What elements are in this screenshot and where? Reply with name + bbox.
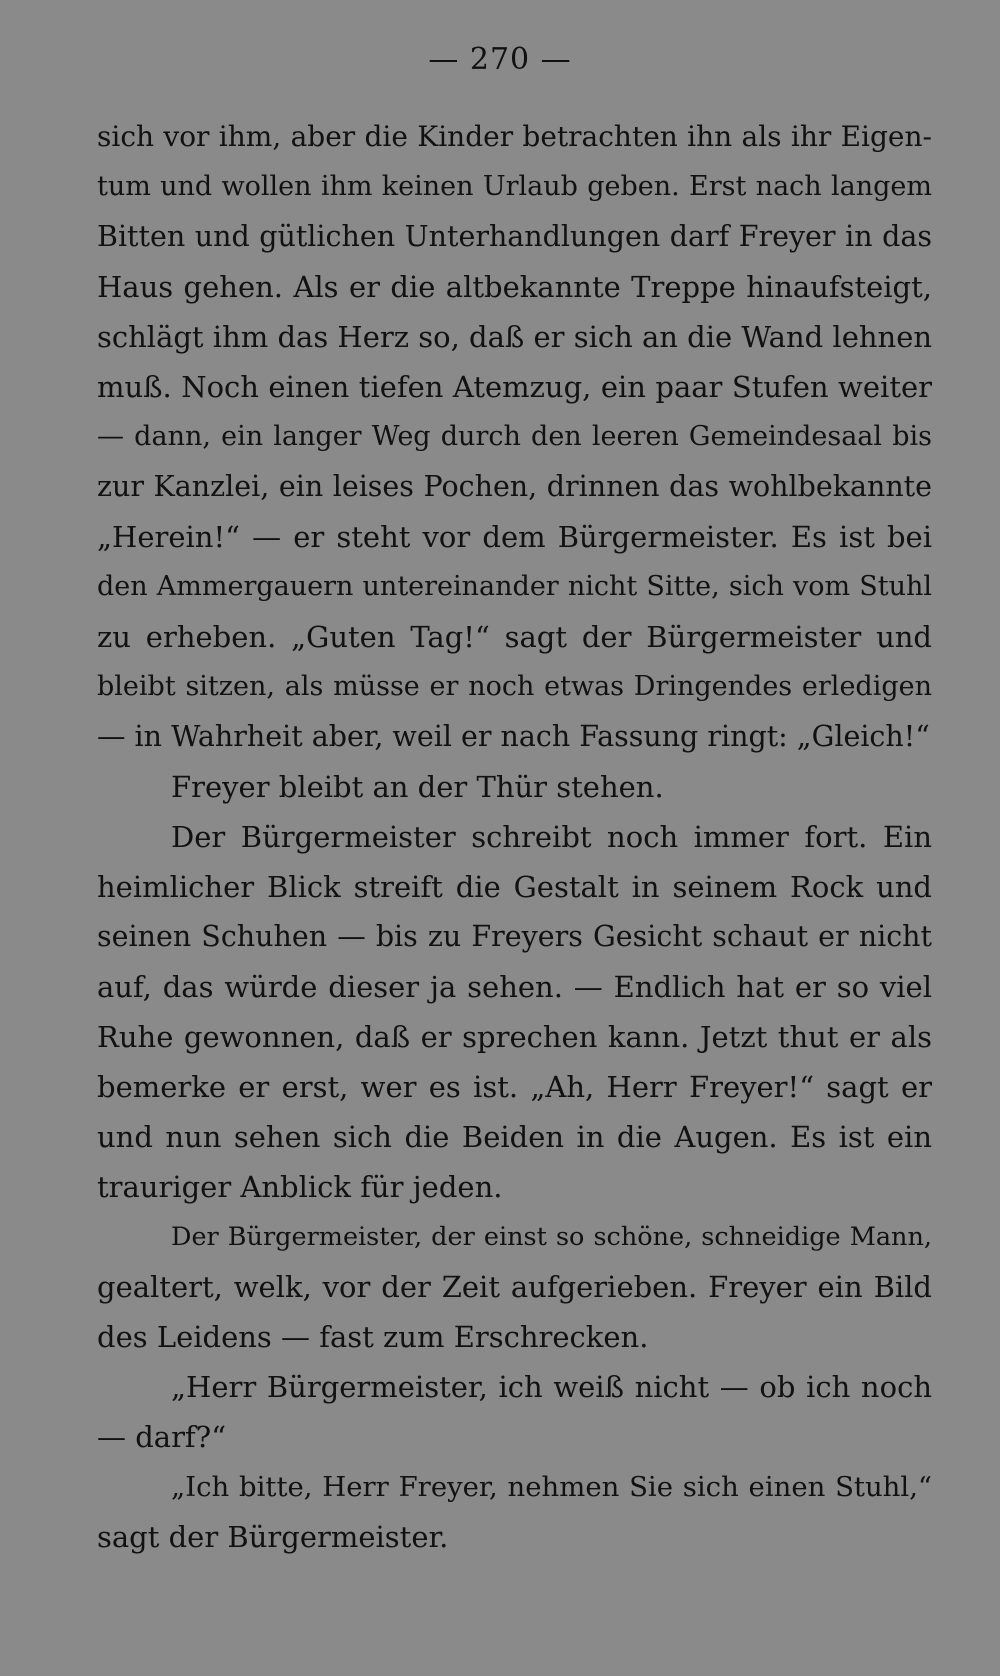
text-line: trauriger Anblick für jeden.: [97, 1170, 503, 1204]
text-line: „Herr Bürgermeister, ich weiß nicht — ob ich noch: [171, 1370, 932, 1404]
text-line: den Ammergauern untereinander nicht Sitte, sich vom Stuhl: [97, 571, 932, 602]
text-line: schlägt ihm das Herz so, daß er sich an die Wand lehnen: [97, 320, 933, 354]
text-line: — dann, ein langer Weg durch den leeren Gemeindesaal bis: [97, 421, 932, 452]
text-line: bemerke er erst, wer es ist. „Ah, Herr Freyer!“ sagt er: [97, 1070, 932, 1104]
page-number: — 270 —: [428, 42, 572, 77]
text-line: Bitten und gütlichen Unterhandlungen darf Freyer in das: [97, 220, 932, 253]
text-line: tum und wollen ihm keinen Urlaub geben. Erst nach langem: [97, 171, 932, 202]
text-line: „Herein!“ — er steht vor dem Bürgermeister. Es ist bei: [97, 520, 932, 554]
text-line: gealtert, welk, vor der Zeit aufgerieben. Freyer ein Bild: [97, 1270, 932, 1304]
text-line: Der Bürgermeister, der einst so schöne, schneidige Mann,: [171, 1222, 932, 1252]
body-text: [97, 112, 932, 1562]
text-line: — darf?“: [97, 1420, 227, 1454]
text-line: Haus gehen. Als er die altbekannte Treppe hinaufsteigt,: [97, 270, 932, 304]
text-line: heimlicher Blick streift die Gestalt in seinem Rock und: [97, 870, 932, 904]
text-line: „Ich bitte, Herr Freyer, nehmen Sie sich einen Stuhl,“: [171, 1471, 932, 1503]
text-line: Der Bürgermeister schreibt noch immer fort. Ein: [171, 820, 932, 854]
text-line: seinen Schuhen — bis zu Freyers Gesicht schaut er nicht: [97, 920, 932, 953]
text-line: sagt der Bürgermeister.: [97, 1520, 449, 1554]
text-line: sich vor ihm, aber die Kinder betrachten ihn als ihr Eigen-: [97, 120, 932, 153]
text-line: bleibt sitzen, als müsse er noch etwas Dringendes erledigen: [97, 671, 932, 702]
text-line: — in Wahrheit aber, weil er nach Fassung ringt: „Gleich!“: [97, 720, 930, 753]
text-line: Ruhe gewonnen, daß er sprechen kann. Jetzt thut er als: [97, 1020, 932, 1054]
text-line: auf, das würde dieser ja sehen. — Endlich hat er so viel: [97, 970, 932, 1004]
text-line: und nun sehen sich die Beiden in die Augen. Es ist ein: [97, 1120, 932, 1154]
text-line: zu erheben. „Guten Tag!“ sagt der Bürgermeister und: [97, 620, 932, 654]
text-line: muß. Noch einen tiefen Atemzug, ein paar Stufen weiter: [97, 370, 932, 404]
text-line: zur Kanzlei, ein leises Pochen, drinnen das wohlbekannte: [97, 470, 932, 503]
text-line: des Leidens — fast zum Erschrecken.: [97, 1320, 649, 1354]
text-line: Freyer bleibt an der Thür stehen.: [171, 770, 664, 804]
